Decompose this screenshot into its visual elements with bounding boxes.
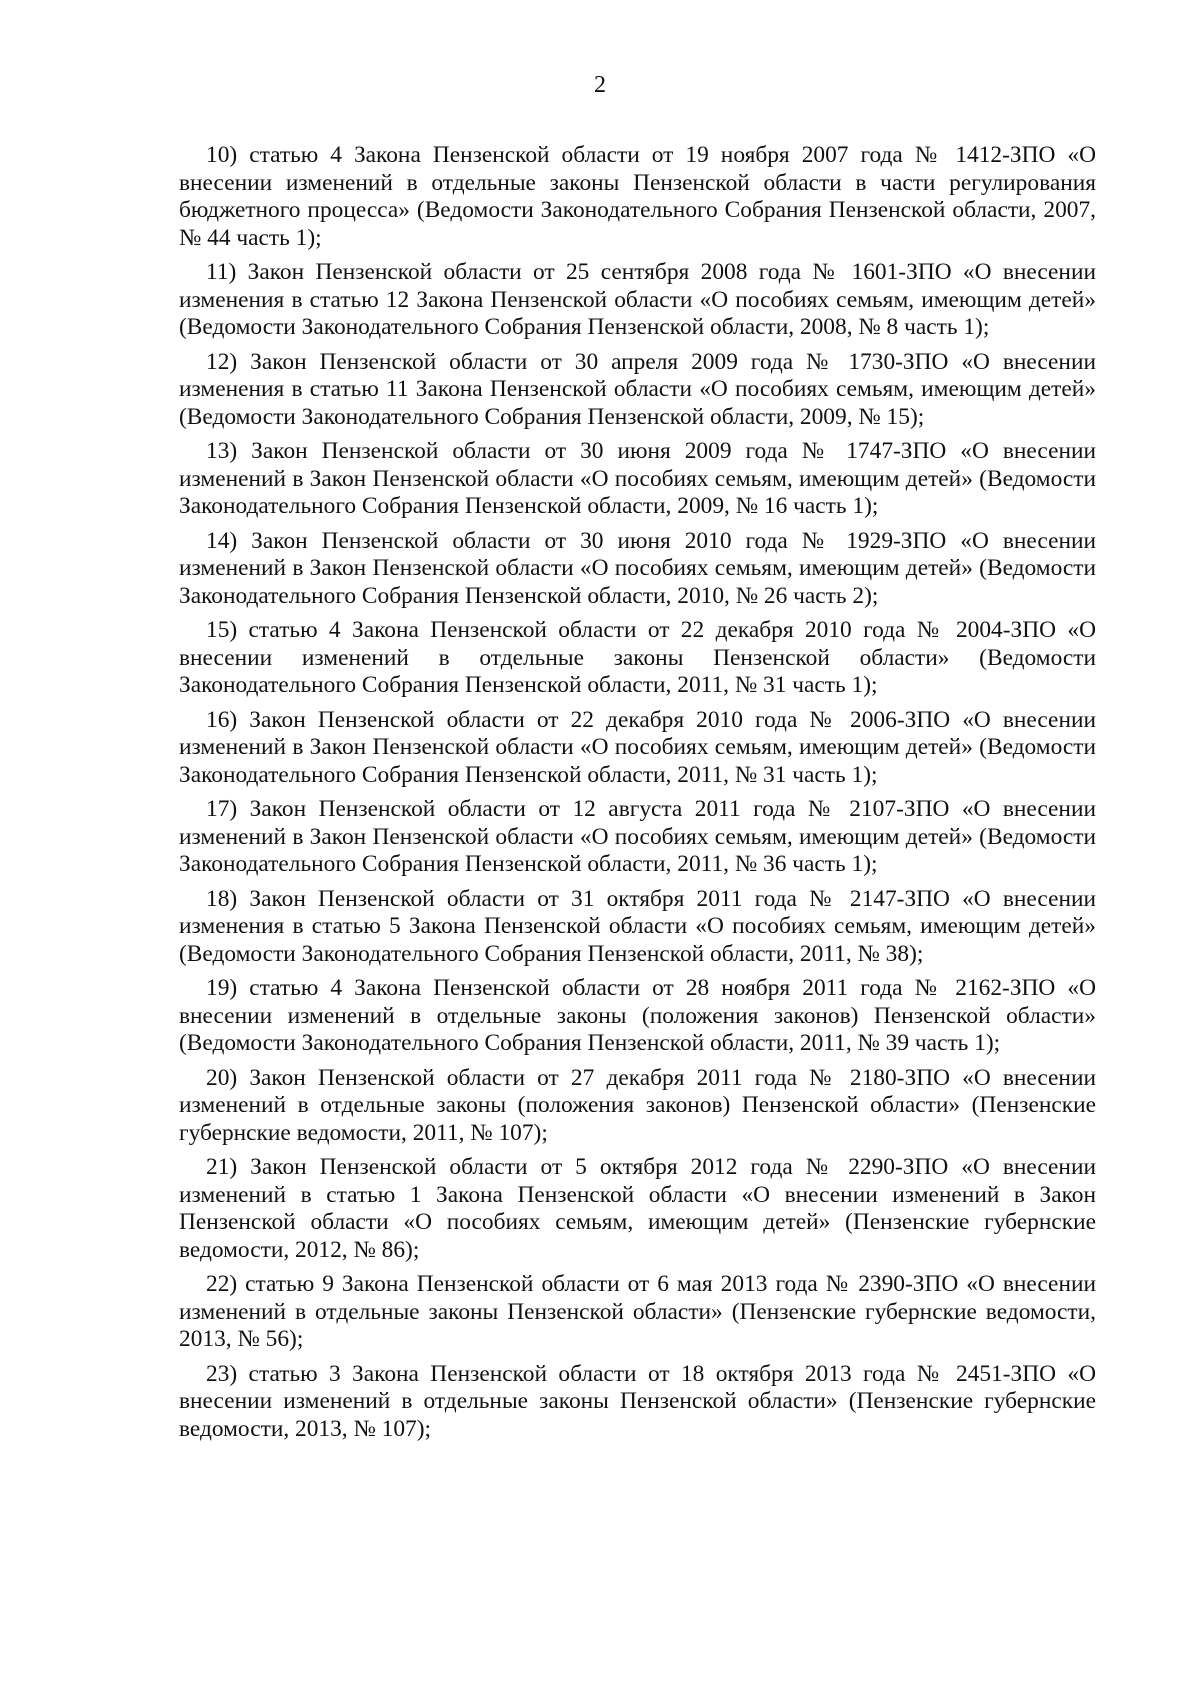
list-item-11: 11) Закон Пензенской области от 25 сентября 2008 года № 1601-ЗПО «О внесении изменения в статью 12 Закона Пензенской области «О пособиях семьям, имеющим детей» (Ведомости Законодательного Собрания Пензенской области, 2008, № 8 часть 1);: [179, 259, 1096, 340]
list-item-19: 19) статью 4 Закона Пензенской области от 28 ноября 2011 года № 2162-ЗПО «О внесении изменений в отдельные законы (положения законов) Пензенской области» (Ведомости Законодательного Собрания Пензенской области, 2011, № 39 часть 1);: [179, 975, 1096, 1056]
list-item-23: 23) статью 3 Закона Пензенской области от 18 октября 2013 года № 2451-ЗПО «О внесении изменений в отдельные законы Пензенской области» (Пензенские губернские ведомости, 2013, № 107);: [179, 1360, 1096, 1442]
list-item-10: 10) статью 4 Закона Пензенской области от 19 ноября 2007 года № 1412-ЗПО «О внесении изменений в отдельные законы Пензенской области в части регулирования бюджетного процесса» (Ведомости Законодательного Собрания Пензенской области, 2007, № 44 часть 1);: [179, 142, 1096, 251]
list-item-22: 22) статью 9 Закона Пензенской области от 6 мая 2013 года № 2390-ЗПО «О внесении изменений в отдельные законы Пензенской области» (Пензенские губернские ведомости, 2013, № 56);: [179, 1271, 1096, 1352]
list-item-13: 13) Закон Пензенской области от 30 июня 2009 года № 1747-ЗПО «О внесении изменений в Закон Пензенской области «О пособиях семьям, имеющим детей» (Ведомости Законодательного Собрания Пензенской области, 2009, № 16 часть 1);: [179, 438, 1096, 519]
list-item-12: 12) Закон Пензенской области от 30 апреля 2009 года № 1730-ЗПО «О внесении изменения в статью 11 Закона Пензенской области «О пособиях семьям, имеющим детей» (Ведомости Законодательного Собрания Пензенской области, 2009, № 15);: [179, 348, 1096, 430]
list-item-14: 14) Закон Пензенской области от 30 июня 2010 года № 1929-ЗПО «О внесении изменений в Закон Пензенской области «О пособиях семьям, имеющим детей» (Ведомости Законодательного Собрания Пензенской области, 2010, № 26 часть 2);: [179, 527, 1096, 609]
list-item-20: 20) Закон Пензенской области от 27 декабря 2011 года № 2180-ЗПО «О внесении изменений в отдельные законы (положения законов) Пензенской области» (Пензенские губернские ведомости, 2011, № 107);: [179, 1064, 1096, 1146]
document-body: [179, 142, 1096, 1450]
list-item-21: 21) Закон Пензенской области от 5 октября 2012 года № 2290-ЗПО «О внесении изменений в статью 1 Закона Пензенской области «О внесении изменений в Закон Пензенской области «О пособиях семьям, имеющим детей» (Пензенские губернские ведомости, 2012, № 86);: [179, 1154, 1096, 1263]
list-item-16: 16) Закон Пензенской области от 22 декабря 2010 года № 2006-ЗПО «О внесении изменений в Закон Пензенской области «О пособиях семьям, имеющим детей» (Ведомости Законодательного Собрания Пензенской области, 2011, № 31 часть 1);: [179, 706, 1096, 788]
page-number: 2: [594, 72, 606, 98]
list-item-15: 15) статью 4 Закона Пензенской области от 22 декабря 2010 года № 2004-ЗПО «О внесении изменений в отдельные законы Пензенской области» (Ведомости Законодательного Собрания Пензенской области, 2011, № 31 часть 1);: [179, 617, 1096, 698]
list-item-18: 18) Закон Пензенской области от 31 октября 2011 года № 2147-ЗПО «О внесении изменения в статью 5 Закона Пензенской области «О пособиях семьям, имеющим детей» (Ведомости Законодательного Собрания Пензенской области, 2011, № 38);: [179, 885, 1096, 967]
list-item-17: 17) Закон Пензенской области от 12 августа 2011 года № 2107-ЗПО «О внесении изменений в Закон Пензенской области «О пособиях семьям, имеющим детей» (Ведомости Законодательного Собрания Пензенской области, 2011, № 36 часть 1);: [179, 796, 1096, 877]
